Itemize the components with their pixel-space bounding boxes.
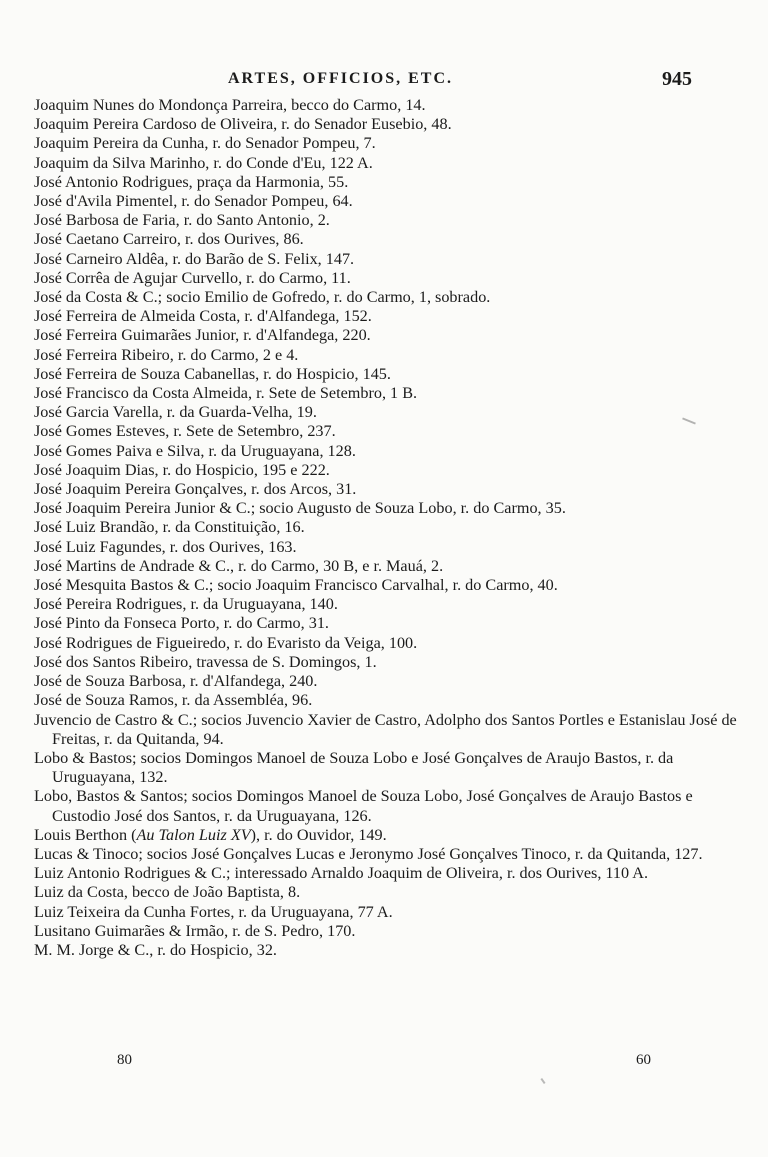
directory-entry: José Pinto da Fonseca Porto, r. do Carmo, 31. [34,614,329,633]
directory-entry: José Joaquim Dias, r. do Hospicio, 195 e 222. [34,460,330,479]
directory-entry: Lobo, Bastos & Santos; socios Domingos Manoel de Souza Lobo, José Gonçalves de Araujo Bastos e Custodio José dos Santos, r. da Uruguayana, 126. [34,787,693,825]
signature-mark-left: 80 [117,1052,132,1068]
directory-entry: Luiz Antonio Rodrigues & C.; interessado Arnaldo Joaquim de Oliveira, r. dos Ourives, 110 A. [34,864,648,883]
page-number: 945 [662,68,692,90]
directory-entry: Lobo & Bastos; socios Domingos Manoel de Souza Lobo e José Gonçalves de Araujo Bastos, r. da Uruguayana, 132. [34,748,674,787]
entry-text: Louis Berthon ( [34,825,137,844]
directory-entry: José Gomes Esteves, r. Sete de Setembro, 237. [34,422,336,441]
signature-mark-right: 60 [636,1052,651,1068]
directory-entry: José Luiz Brandão, r. da Constituição, 16. [34,518,305,537]
directory-entry: Lusitano Guimarães & Irmão, r. de S. Pedro, 170. [34,921,356,940]
entry-italic-text: Au Talon Luiz XV [136,825,251,844]
directory-entry: José Ferreira Guimarães Junior, r. d'Alfandega, 220. [34,326,371,345]
directory-entry: Luiz Teixeira da Cunha Fortes, r. da Uruguayana, 77 A. [34,902,393,921]
running-title: ARTES, OFFICIOS, ETC. [228,70,454,87]
directory-entry [34,826,750,845]
entry-text: ), r. do Ouvidor, 149. [250,825,387,844]
directory-entry: José Garcia Varella, r. da Guarda-Velha, 19. [34,403,317,422]
directory-entry: José Martins de Andrade & C., r. do Carmo, 30 B, e r. Mauá, 2. [34,556,444,575]
directory-entry: José Corrêa de Agujar Curvello, r. do Carmo, 11. [34,268,351,287]
directory-entry: Joaquim Pereira da Cunha, r. do Senador Pompeu, 7. [34,134,376,153]
ink-mark [540,1078,545,1084]
directory-entry: Joaquim Pereira Cardoso de Oliveira, r. do Senador Eusebio, 48. [34,115,452,134]
directory-entry: José Ferreira de Almeida Costa, r. d'Alfandega, 152. [34,307,372,326]
directory-entry: José Mesquita Bastos & C.; socio Joaquim Francisco Carvalhal, r. do Carmo, 40. [34,576,558,595]
directory-entry: Lucas & Tinoco; socios José Gonçalves Lucas e Jeronymo José Gonçalves Tinoco, r. da Quitanda, 127. [34,844,703,863]
directory-entry: José Carneiro Aldêa, r. do Barão de S. Felix, 147. [34,249,355,268]
directory-entry: José Pereira Rodrigues, r. da Uruguayana, 140. [34,595,338,614]
directory-entry: Luiz da Costa, becco de João Baptista, 8. [34,883,301,902]
directory-entry: José de Souza Barbosa, r. d'Alfandega, 240. [34,672,318,691]
directory-entry: José Antonio Rodrigues, praça da Harmonia, 55. [34,172,349,191]
directory-entry: José dos Santos Ribeiro, travessa de S. Domingos, 1. [34,652,377,671]
entry-list [34,96,750,960]
directory-entry: José Francisco da Costa Almeida, r. Sete de Setembro, 1 B. [34,384,418,403]
directory-entry: José Ferreira Ribeiro, r. do Carmo, 2 e 4. [34,345,299,364]
directory-entry: José Barbosa de Faria, r. do Santo Antonio, 2. [34,211,330,230]
directory-entry: Joaquim Nunes do Mondonça Parreira, becco do Carmo, 14. [34,96,426,114]
directory-entry: José Joaquim Pereira Junior & C.; socio Augusto de Souza Lobo, r. do Carmo, 35. [34,499,566,518]
directory-entry: M. M. Jorge & C., r. do Hospicio, 32. [34,940,277,959]
directory-entry: Juvencio de Castro & C.; socios Juvencio Xavier de Castro, Adolpho dos Santos Portles e Estanislau José de Freitas, r. da Quitanda, 94. [34,710,737,748]
directory-entry: José de Souza Ramos, r. da Assembléa, 96. [34,691,313,710]
directory-entry: José Joaquim Pereira Gonçalves, r. dos Arcos, 31. [34,480,357,499]
directory-entry: José Gomes Paiva e Silva, r. da Uruguayana, 128. [34,441,356,460]
directory-entry: José Ferreira de Souza Cabanellas, r. do Hospicio, 145. [34,364,391,383]
directory-entry: José Rodrigues de Figueiredo, r. do Evaristo da Veiga, 100. [34,633,418,652]
directory-entry: Joaquim da Silva Marinho, r. do Conde d'Eu, 122 A. [34,153,373,172]
directory-entry: José Luiz Fagundes, r. dos Ourives, 163. [34,537,297,556]
page-header [0,70,768,92]
directory-entry: José da Costa & C.; socio Emilio de Gofredo, r. do Carmo, 1, sobrado. [34,288,491,307]
page-footer [0,1052,768,1072]
directory-entry: José Caetano Carreiro, r. dos Ourives, 86. [34,230,304,249]
directory-entry: José d'Avila Pimentel, r. do Senador Pompeu, 64. [34,192,353,211]
